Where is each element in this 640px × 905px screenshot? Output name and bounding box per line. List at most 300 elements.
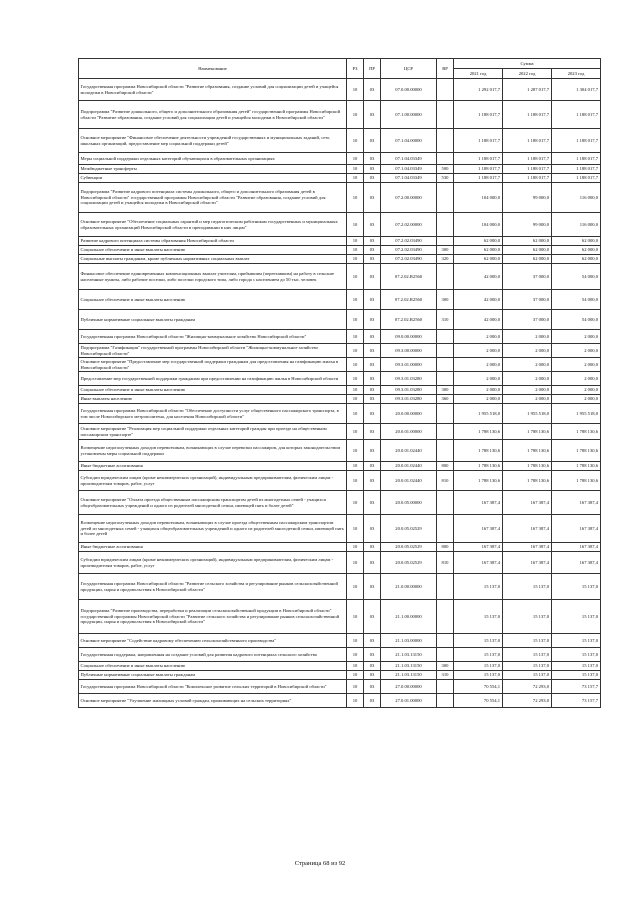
cell-y3: 167 387,4 [552,552,601,574]
cell-csr: 27.0.00.00000 [381,680,437,694]
cell-y2: 99 000,0 [503,213,552,237]
cell-name: Государственная программа Новосибирской области "Развитие сельского хозяйства и регулирование рынков сельскохозяйственной продукции, сырья и продовольствия в Новосибирской области" [79,574,347,600]
cell-name: Возмещение недополученных доходов перевозчикам, возникающих в случае проезда общественным пассажирским транспортом детей из многодетных семей - учащихся общеобразовательных учреждений и одного из родителей многодетной семьи, имеющей пять и более детей [79,515,347,543]
cell-y2: 1 188 017,7 [503,101,552,129]
cell-y1: 1 788 130,6 [454,462,503,471]
cell-vr: 310 [437,671,454,680]
cell-rz: 10 [347,471,364,491]
cell-rz: 10 [347,183,364,213]
cell-csr: 07.1.04.00000 [381,129,437,153]
cell-name: Социальное обеспечение и иные выплаты населению [79,290,347,310]
cell-y1: 15 137,0 [454,600,503,634]
cell-y3: 15 137,0 [552,634,601,648]
cell-pr: 03 [364,153,381,165]
cell-csr: 07.0.00.00000 [381,79,437,101]
table-row [79,330,601,344]
table-row [79,680,601,694]
cell-y3: 15 137,0 [552,574,601,600]
cell-rz: 10 [347,255,364,264]
cell-y2: 15 137,0 [503,648,552,662]
cell-pr: 03 [364,662,381,671]
cell-name: Государственная программа Новосибирской области "Комплексное развитие сельских территорий в Новосибирской области" [79,680,347,694]
cell-csr: 09.3.01.00000 [381,358,437,372]
cell-y3: 1 788 130,6 [552,471,601,491]
header-year-2022: 2022 год [503,69,552,79]
cell-pr: 03 [364,183,381,213]
cell-name: Субсидии юридическим лицам (кроме некоммерческих организаций), индивидуальным предпринимателям, физическим лицам - производителям товаров, работ, услуг [79,552,347,574]
cell-vr [437,404,454,424]
table-row [79,471,601,491]
cell-csr: 07.2.02.R2560 [381,264,437,290]
cell-pr: 03 [364,310,381,330]
cell-pr: 03 [364,680,381,694]
cell-pr: 03 [364,634,381,648]
cell-rz: 10 [347,310,364,330]
table-row [79,491,601,515]
cell-name: Государственная программа Новосибирской области "Обеспечение доступности услуг общественного пассажирского транспорта, в том числе Новосибирского метрополитена, для населения Новосибирской области" [79,404,347,424]
cell-name: Иные бюджетные ассигнования [79,543,347,552]
cell-csr: 20.0.01.02440 [381,462,437,471]
cell-vr [437,183,454,213]
cell-y2: 1 788 130,6 [503,424,552,440]
cell-csr: 20.0.00.00000 [381,404,437,424]
cell-pr: 03 [364,246,381,255]
cell-y1: 1 292 017,7 [454,79,503,101]
cell-y1: 42 000,0 [454,310,503,330]
cell-rz: 10 [347,404,364,424]
cell-rz: 10 [347,213,364,237]
cell-rz: 10 [347,634,364,648]
cell-y2: 62 000,0 [503,246,552,255]
cell-pr: 03 [364,237,381,246]
cell-name: Иные бюджетные ассигнования [79,462,347,471]
cell-y3: 167 387,4 [552,543,601,552]
cell-rz: 10 [347,386,364,395]
cell-y1: 15 137,0 [454,662,503,671]
cell-name: Подпрограмма "Развитие производства, переработки и реализации сельскохозяйственной продукции в Новосибирской области" государственной программы Новосибирской области "Развитие сельского хозяйства и регулирование рынков сельскохозяйственной продукции, сырья и продовольствия в Новосибирской области" [79,600,347,634]
cell-y2: 2 000,0 [503,395,552,404]
cell-rz: 10 [347,264,364,290]
table-row [79,165,601,174]
table-row [79,662,601,671]
table-row [79,153,601,165]
cell-vr [437,634,454,648]
cell-y2: 1 788 130,6 [503,462,552,471]
table-row [79,424,601,440]
cell-csr: 09.0.00.00000 [381,330,437,344]
header-year-2021: 2021 год [454,69,503,79]
cell-y2: 1 788 130,6 [503,440,552,462]
cell-y1: 2 000,0 [454,330,503,344]
cell-pr: 03 [364,372,381,386]
cell-vr: 300 [437,246,454,255]
cell-y2: 2 000,0 [503,386,552,395]
table-row [79,634,601,648]
cell-y3: 73 157,7 [552,680,601,694]
cell-y2: 1 188 017,7 [503,174,552,183]
cell-y3: 54 000,0 [552,310,601,330]
cell-y3: 116 000,0 [552,213,601,237]
cell-pr: 03 [364,213,381,237]
cell-csr: 07.2.02.R2560 [381,310,437,330]
cell-name: Социальные выплаты гражданам, кроме публичных нормативных социальных выплат [79,255,347,264]
cell-y1: 2 000,0 [454,386,503,395]
cell-y2: 15 137,0 [503,634,552,648]
cell-rz: 10 [347,600,364,634]
table-row [79,515,601,543]
cell-csr: 09.3.01.03280 [381,372,437,386]
cell-vr: 300 [437,290,454,310]
cell-y3: 15 137,0 [552,600,601,634]
cell-y2: 167 387,4 [503,515,552,543]
cell-vr [437,424,454,440]
cell-y1: 1 788 130,6 [454,440,503,462]
cell-pr: 03 [364,330,381,344]
cell-y1: 15 137,0 [454,648,503,662]
cell-y2: 62 000,0 [503,255,552,264]
cell-y2: 1 955 518,0 [503,404,552,424]
cell-rz: 10 [347,671,364,680]
cell-y2: 1 188 017,7 [503,153,552,165]
cell-y3: 1 188 017,7 [552,165,601,174]
cell-csr: 07.2.00.00000 [381,183,437,213]
table-row [79,246,601,255]
cell-y1: 70 554,1 [454,694,503,708]
cell-y3: 167 387,4 [552,491,601,515]
cell-y3: 116 000,0 [552,183,601,213]
cell-y1: 104 000,0 [454,183,503,213]
cell-name: Возмещение недополученных доходов перевозчикам, возникающих в случае перевозки пассажиров, для которых законодательством установлены меры социальной поддержки [79,440,347,462]
cell-csr: 21.1.00.00000 [381,600,437,634]
cell-vr [437,515,454,543]
cell-pr: 03 [364,574,381,600]
cell-vr: 300 [437,386,454,395]
cell-y2: 15 137,0 [503,600,552,634]
cell-rz: 10 [347,543,364,552]
cell-vr [437,213,454,237]
table-row [79,440,601,462]
table-row [79,648,601,662]
cell-vr: 800 [437,543,454,552]
cell-name: Социальное обеспечение и иные выплаты населению [79,386,347,395]
cell-y3: 1 788 130,6 [552,424,601,440]
table-row [79,310,601,330]
cell-y2: 2 000,0 [503,344,552,358]
cell-name: Государственная поддержка, направленная на создание условий для развития кадрового потенциала сельского хозяйства [79,648,347,662]
cell-y3: 167 387,4 [552,515,601,543]
cell-vr [437,330,454,344]
cell-y3: 1 788 130,6 [552,440,601,462]
cell-y1: 104 000,0 [454,213,503,237]
cell-rz: 10 [347,440,364,462]
cell-y3: 54 000,0 [552,290,601,310]
cell-pr: 03 [364,491,381,515]
cell-csr: 20.0.01.00000 [381,424,437,440]
cell-y3: 1 188 017,7 [552,101,601,129]
cell-name: Социальное обеспечение и иные выплаты населению [79,662,347,671]
cell-y1: 15 137,0 [454,671,503,680]
cell-y1: 1 188 017,7 [454,129,503,153]
cell-csr: 07.2.02.03490 [381,246,437,255]
cell-y2: 167 387,4 [503,552,552,574]
cell-pr: 03 [364,552,381,574]
cell-csr: 09.3.01.03280 [381,395,437,404]
cell-y3: 1 188 017,7 [552,153,601,165]
cell-csr: 21.1.03.13150 [381,662,437,671]
cell-vr: 810 [437,471,454,491]
cell-pr: 03 [364,671,381,680]
cell-rz: 10 [347,246,364,255]
cell-y2: 99 000,0 [503,183,552,213]
table-row [79,183,601,213]
header-csr: ЦСР [381,59,437,79]
cell-y2: 37 000,0 [503,264,552,290]
cell-pr: 03 [364,440,381,462]
cell-y1: 1 188 017,7 [454,165,503,174]
cell-name: Развитие кадрового потенциала системы образования Новосибирской области [79,237,347,246]
cell-pr: 03 [364,694,381,708]
cell-vr: 800 [437,462,454,471]
cell-name: Подпрограмма "Развитие кадрового потенциала системы дошкольного, общего и дополнительного образования детей в Новосибирской области" государственной программы Новосибирской области "Развитие образования, создание условий для социализации детей и учащейся молодежи в Новосибирской области" [79,183,347,213]
cell-rz: 10 [347,395,364,404]
cell-y3: 2 000,0 [552,344,601,358]
cell-y1: 62 000,0 [454,255,503,264]
cell-rz: 10 [347,424,364,440]
cell-y3: 15 137,0 [552,648,601,662]
cell-name: Социальное обеспечение и иные выплаты населению [79,246,347,255]
cell-y2: 62 000,0 [503,237,552,246]
cell-vr [437,79,454,101]
cell-name: Субвенции [79,174,347,183]
header-year-2023: 2023 год [552,69,601,79]
cell-pr: 03 [364,471,381,491]
cell-vr [437,694,454,708]
cell-pr: 03 [364,264,381,290]
cell-y1: 15 137,0 [454,634,503,648]
cell-y2: 167 387,4 [503,491,552,515]
cell-csr: 09.3.01.03280 [381,386,437,395]
cell-y1: 2 000,0 [454,344,503,358]
table-row [79,290,601,310]
table-row [79,694,601,708]
cell-y3: 1 788 130,6 [552,462,601,471]
cell-y3: 2 000,0 [552,395,601,404]
cell-pr: 03 [364,101,381,129]
cell-vr [437,440,454,462]
cell-y1: 2 000,0 [454,372,503,386]
cell-rz: 10 [347,462,364,471]
cell-name: Государственная программа Новосибирской области "Развитие образования, создание условий для социализации детей и учащейся молодежи в Новосибирской области" [79,79,347,101]
cell-vr: 500 [437,165,454,174]
cell-name: Основное мероприятие "Оплата проезда общественным пассажирским транспортом детей из многодетных семей - учащихся общеобразовательных учреждений и одного из родителей многодетной семьи, имеющей пять и более детей" [79,491,347,515]
table-row [79,174,601,183]
header-name: Наименование [79,59,347,79]
cell-name: Предоставление мер государственной поддержки гражданам при предоставлении на газификацию жилья в Новосибирской области [79,372,347,386]
table-row [79,255,601,264]
table-row [79,264,601,290]
table-row [79,543,601,552]
header-vr: ВР [437,59,454,79]
cell-y2: 37 000,0 [503,290,552,310]
cell-csr: 20.0.05.02529 [381,543,437,552]
cell-rz: 10 [347,491,364,515]
cell-vr [437,680,454,694]
cell-rz: 10 [347,552,364,574]
cell-csr: 21.1.03.13150 [381,671,437,680]
cell-pr: 03 [364,404,381,424]
cell-rz: 10 [347,372,364,386]
cell-y2: 1 188 017,7 [503,129,552,153]
cell-rz: 10 [347,358,364,372]
cell-y1: 2 000,0 [454,358,503,372]
cell-rz: 10 [347,330,364,344]
cell-y2: 2 000,0 [503,372,552,386]
cell-pr: 03 [364,344,381,358]
cell-csr: 07.1.04.03349 [381,165,437,174]
cell-pr: 03 [364,648,381,662]
cell-vr [437,600,454,634]
table-body [79,79,601,708]
cell-rz: 10 [347,79,364,101]
page-number: Страница 68 из 92 [294,860,346,867]
table-row [79,358,601,372]
cell-rz: 10 [347,662,364,671]
cell-pr: 03 [364,600,381,634]
cell-csr: 21.1.03.00000 [381,634,437,648]
cell-vr: 530 [437,174,454,183]
cell-y3: 73 157,7 [552,694,601,708]
cell-y1: 1 788 130,6 [454,424,503,440]
cell-y3: 1 955 518,0 [552,404,601,424]
cell-name: Государственная программа Новосибирской области "Жилищно-коммунальное хозяйство Новосибирской области" [79,330,347,344]
cell-name: Иные выплаты населению [79,395,347,404]
table-row [79,79,601,101]
cell-name: Финансовое обеспечение единовременных компенсационных выплат учителям, прибывшим (переехавшим) на работу в сельские населенные пункты, либо рабочие поселки, либо поселки городского типа, либо города с населением до 50 тыс. человек [79,264,347,290]
cell-y1: 42 000,0 [454,290,503,310]
cell-csr: 27.0.01.00000 [381,694,437,708]
cell-vr [437,264,454,290]
budget-table [78,58,601,708]
table-row [79,671,601,680]
cell-csr: 07.2.02.R2560 [381,290,437,310]
cell-y1: 167 387,4 [454,491,503,515]
cell-csr: 20.0.05.00000 [381,491,437,515]
cell-rz: 10 [347,153,364,165]
table-row [79,237,601,246]
table-row [79,344,601,358]
cell-y3: 62 000,0 [552,246,601,255]
cell-pr: 03 [364,358,381,372]
cell-name: Основное мероприятие "Улучшение жилищных условий граждан, проживающих на сельских территориях" [79,694,347,708]
cell-vr [437,101,454,129]
cell-rz: 10 [347,165,364,174]
table-row [79,600,601,634]
cell-name: Публичные нормативные социальные выплаты гражданам [79,671,347,680]
cell-name: Основное мероприятие "Содействие кадровому обеспечению сельскохозяйственного производства" [79,634,347,648]
cell-pr: 03 [364,255,381,264]
cell-name: Межбюджетные трансферты [79,165,347,174]
cell-vr [437,648,454,662]
table-row [79,404,601,424]
cell-name: Подпрограмма "Газификация" государственной программы Новосибирской области "Жилищно-коммунальное хозяйство Новосибирской области" [79,344,347,358]
cell-csr: 07.2.02.03490 [381,255,437,264]
cell-y1: 1 188 017,7 [454,153,503,165]
cell-vr: 360 [437,395,454,404]
cell-y1: 15 137,0 [454,574,503,600]
cell-y2: 1 287 017,7 [503,79,552,101]
cell-y2: 1 788 130,6 [503,471,552,491]
cell-name: Основное мероприятие "Финансовое обеспечение деятельности учреждений государственных и муниципальных заданий, сеть школьных организаций, предоставление мер социальной поддержки детей" [79,129,347,153]
cell-y2: 15 137,0 [503,574,552,600]
cell-csr: 07.1.00.00000 [381,101,437,129]
cell-rz: 10 [347,694,364,708]
cell-y1: 167 387,4 [454,552,503,574]
cell-csr: 20.0.05.02529 [381,515,437,543]
cell-y1: 70 554,1 [454,680,503,694]
cell-pr: 03 [364,395,381,404]
table-row [79,386,601,395]
table-row [79,101,601,129]
cell-y3: 62 000,0 [552,237,601,246]
cell-y1: 1 188 017,7 [454,101,503,129]
cell-name: Основное мероприятие "Обеспечение социальных гарантий и мер педагогическим работникам государственных и муниципальных образовательных организаций Новосибирской области в преподавании в них лицам" [79,213,347,237]
table-row [79,395,601,404]
cell-csr: 07.1.04.03349 [381,174,437,183]
cell-y3: 2 000,0 [552,386,601,395]
cell-pr: 03 [364,424,381,440]
cell-vr: 300 [437,662,454,671]
cell-vr [437,372,454,386]
cell-y1: 62 000,0 [454,246,503,255]
cell-y3: 2 000,0 [552,358,601,372]
cell-y2: 72 293,0 [503,680,552,694]
cell-rz: 10 [347,290,364,310]
cell-pr: 03 [364,515,381,543]
header-rz: РЗ [347,59,364,79]
cell-y2: 15 137,0 [503,671,552,680]
cell-y3: 62 000,0 [552,255,601,264]
cell-y1: 1 788 130,6 [454,471,503,491]
table-row [79,574,601,600]
cell-vr: 320 [437,255,454,264]
cell-y1: 1 188 017,7 [454,174,503,183]
cell-vr [437,129,454,153]
cell-csr: 07.1.04.03349 [381,153,437,165]
header-pr: ПР [364,59,381,79]
cell-pr: 03 [364,129,381,153]
cell-rz: 10 [347,648,364,662]
cell-name: Основное мероприятие "Реализация мер социальной поддержки отдельных категорий граждан при проезде на общественном пассажирском транспорте" [79,424,347,440]
cell-y3: 2 000,0 [552,372,601,386]
cell-rz: 10 [347,574,364,600]
cell-pr: 03 [364,462,381,471]
cell-csr: 20.0.01.02440 [381,471,437,491]
cell-y3: 1 188 017,7 [552,174,601,183]
cell-y3: 1 304 017,7 [552,79,601,101]
cell-name: Подпрограмма "Развитие дошкольного, общего и дополнительного образования детей" государственной программы Новосибирской области "Развитие образования, создание условий для социализации детей и учащейся молодежи в Новосибирской области" [79,101,347,129]
cell-pr: 03 [364,543,381,552]
header-sum: Сумма [454,59,601,69]
cell-y2: 2 000,0 [503,330,552,344]
cell-rz: 10 [347,680,364,694]
cell-rz: 10 [347,515,364,543]
cell-y1: 1 955 518,0 [454,404,503,424]
cell-csr: 07.2.02.00000 [381,213,437,237]
cell-pr: 03 [364,165,381,174]
cell-pr: 03 [364,290,381,310]
cell-y1: 167 387,4 [454,515,503,543]
cell-vr [437,344,454,358]
